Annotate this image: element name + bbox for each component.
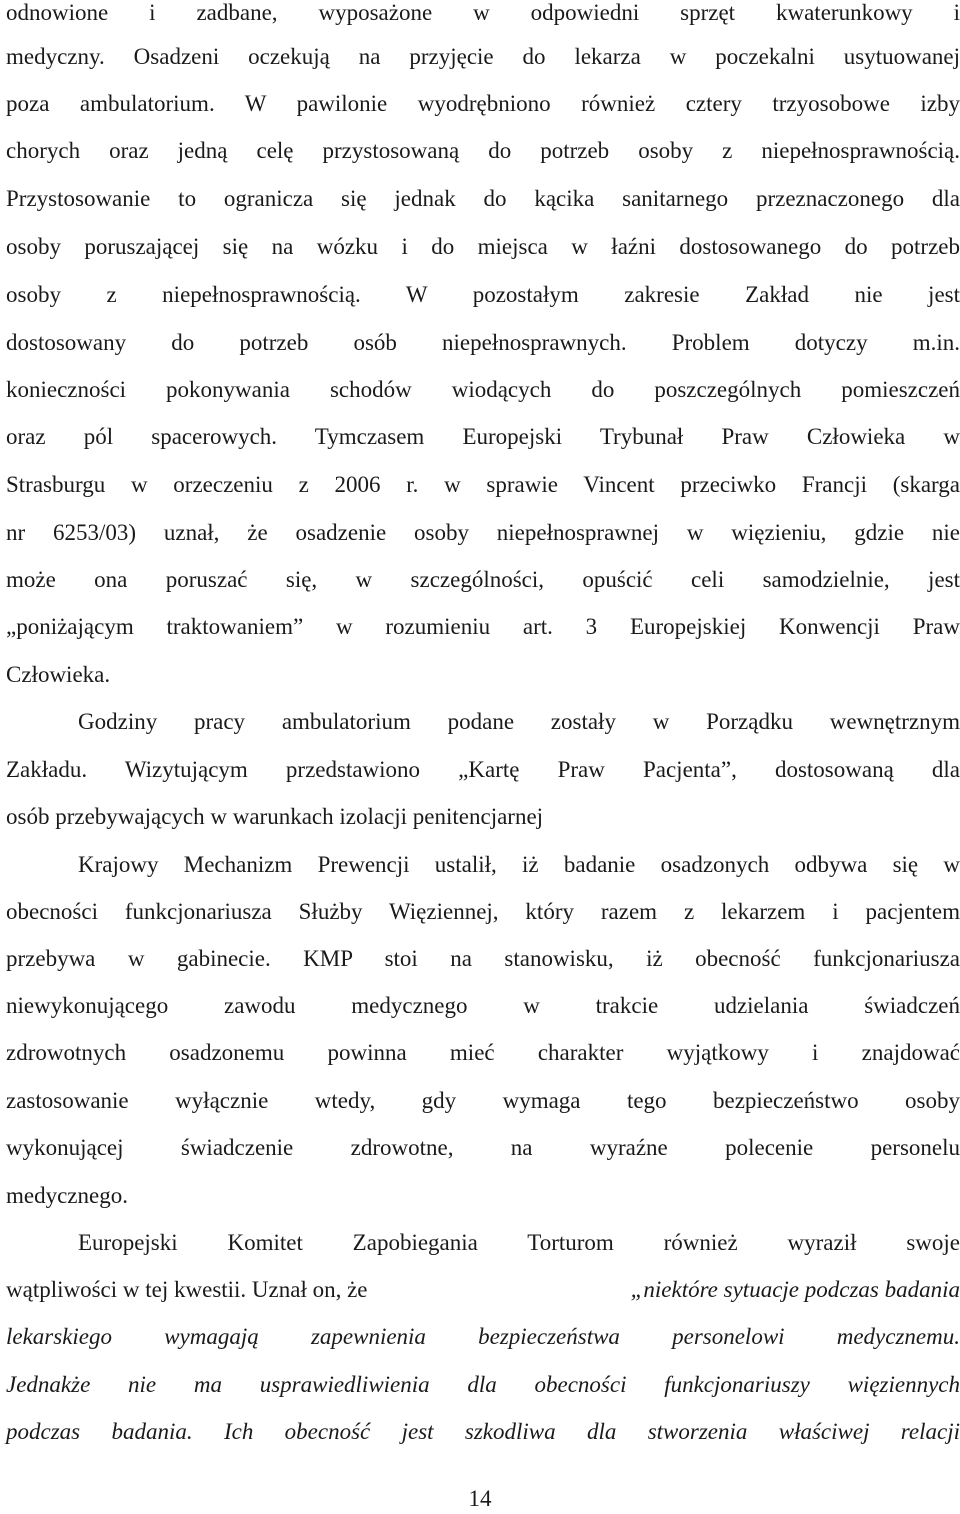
- text-line: Strasburgu w orzeczeniu z 2006 r. w sprawie Vincent przeciwko Francji (skarga: [6, 472, 960, 497]
- text-line: Godziny pracy ambulatorium podane zostały w Porządku wewnętrznym: [78, 709, 960, 734]
- page-number: 14: [468, 1486, 492, 1511]
- text-line: nr 6253/03) uznał, że osadzenie osoby niepełnosprawnej w więzieniu, gdzie nie: [6, 520, 960, 545]
- text-line: niewykonującego zawodu medycznego w trakcie udzielania świadczeń: [6, 993, 960, 1018]
- text-line: „poniżającym traktowaniem” w rozumieniu art. 3 Europejskiej Konwencji Praw: [6, 614, 960, 639]
- text-line: Krajowy Mechanizm Prewencji ustalił, iż badanie osadzonych odbywa się w: [78, 852, 960, 877]
- text-line: Przystosowanie to ogranicza się jednak do kącika sanitarnego przeznaczonego dla: [6, 186, 960, 211]
- text-line: medycznego.: [6, 1183, 128, 1208]
- text-line: [6, 1273, 960, 1307]
- quote-line: lekarskiego wymagają zapewnienia bezpieczeństwa personelowi medycznemu.: [6, 1324, 960, 1349]
- text-line: odnowione i zadbane, wyposażone w odpowiedni sprzęt kwaterunkowy i: [6, 0, 960, 25]
- text-line: Człowieka.: [6, 662, 111, 687]
- text-line: Zakładu. Wizytującym przedstawiono „Kartę Praw Pacjenta”, dostosowaną dla: [6, 757, 960, 782]
- text-line: konieczności pokonywania schodów wiodących do poszczególnych pomieszczeń: [6, 377, 960, 402]
- text-line: zdrowotnych osadzonemu powinna mieć charakter wyjątkowy i znajdować: [6, 1040, 960, 1065]
- text-line: obecności funkcjonariusza Służby Więziennej, który razem z lekarzem i pacjentem: [6, 899, 960, 924]
- text-line: osoby z niepełnosprawnością. W pozostałym zakresie Zakład nie jest: [6, 282, 960, 307]
- text-line: zastosowanie wyłącznie wtedy, gdy wymaga tego bezpieczeństwo osoby: [6, 1088, 960, 1113]
- quote-line: podczas badania. Ich obecność jest szkodliwa dla stworzenia właściwej relacji: [6, 1419, 960, 1444]
- text-line: osoby poruszającej się na wózku i do miejsca w łaźni dostosowanego do potrzeb: [6, 234, 960, 259]
- text-line: chorych oraz jedną celę przystosowaną do potrzeb osoby z niepełnosprawnością.: [6, 138, 960, 163]
- text-line: Europejski Komitet Zapobiegania Torturom również wyraził swoje: [78, 1230, 960, 1255]
- text-line: medyczny. Osadzeni oczekują na przyjęcie do lekarza w poczekalni usytuowanej: [6, 44, 960, 69]
- text-line: osób przebywających w warunkach izolacji penitencjarnej: [6, 804, 544, 829]
- text-line: może ona poruszać się, w szczególności, opuścić celi samodzielnie, jest: [6, 567, 960, 592]
- text-line: poza ambulatorium. W pawilonie wyodrębniono również cztery trzyosobowe izby: [6, 91, 960, 116]
- text-line: oraz pól spacerowych. Tymczasem Europejski Trybunał Praw Człowieka w: [6, 424, 960, 449]
- text-segment: wątpliwości w tej kwestii. Uznał on, że: [6, 1277, 368, 1302]
- text-line: przebywa w gabinecie. KMP stoi na stanowisku, iż obecność funkcjonariusza: [6, 946, 960, 971]
- quote-segment: „niektóre sytuacje podczas badania: [630, 1277, 960, 1302]
- quote-line: Jednakże nie ma usprawiedliwienia dla obecności funkcjonariuszy więziennych: [6, 1372, 960, 1397]
- text-line: wykonującej świadczenie zdrowotne, na wyraźne polecenie personelu: [6, 1135, 960, 1160]
- text-line: dostosowany do potrzeb osób niepełnosprawnych. Problem dotyczy m.in.: [6, 330, 960, 355]
